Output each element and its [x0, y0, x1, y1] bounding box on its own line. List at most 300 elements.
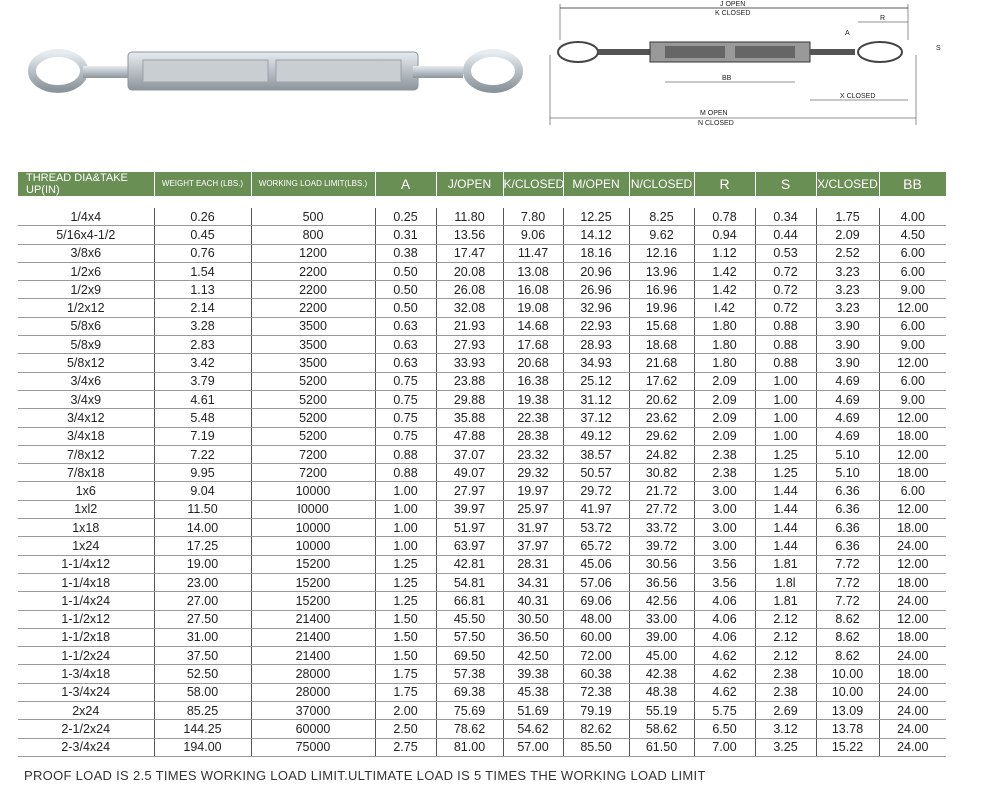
table-cell: 1-1/4x18	[18, 573, 154, 591]
table-cell: 3/4x9	[18, 390, 154, 408]
table-cell: 3.00	[694, 519, 755, 537]
table-row	[18, 573, 946, 591]
table-cell: 1.25	[375, 573, 436, 591]
header-row	[18, 172, 946, 196]
table-cell: 32.08	[436, 299, 503, 317]
table-cell: 7.19	[154, 427, 251, 445]
table-row	[18, 226, 946, 244]
table-cell: 63.97	[436, 537, 503, 555]
table-cell: 3.23	[816, 281, 879, 299]
table-row	[18, 445, 946, 463]
table-cell: 3.56	[694, 573, 755, 591]
table-cell: 1-1/2x12	[18, 610, 154, 628]
turnbuckle-photo	[28, 26, 528, 116]
table-cell: 33.00	[629, 610, 694, 628]
table-row	[18, 647, 946, 665]
table-cell: I.42	[694, 299, 755, 317]
table-cell: 2.69	[755, 702, 816, 720]
header-thread-dia: THREAD DIA&TAKE UP(IN)	[18, 172, 154, 196]
table-cell: 4.69	[816, 372, 879, 390]
table-cell: 1.50	[375, 647, 436, 665]
table-cell: 2.38	[755, 665, 816, 683]
table-cell: 39.38	[503, 665, 563, 683]
s-label: S	[936, 45, 941, 52]
table-cell: 58.62	[629, 720, 694, 738]
table-cell: 5200	[251, 372, 375, 390]
table-cell: 0.31	[375, 226, 436, 244]
table-cell: 12.00	[879, 610, 946, 628]
table-cell: 26.08	[436, 281, 503, 299]
table-cell: 65.72	[563, 537, 629, 555]
table-cell: 3.42	[154, 354, 251, 372]
table-cell: 49.12	[563, 427, 629, 445]
table-cell: 54.81	[436, 573, 503, 591]
table-cell: 55.19	[629, 702, 694, 720]
table-cell: 17.25	[154, 537, 251, 555]
table-cell: 1.00	[755, 409, 816, 427]
table-cell: 36.56	[629, 573, 694, 591]
table-cell: 0.94	[694, 226, 755, 244]
table-cell: 0.72	[755, 299, 816, 317]
table-cell: 1.44	[755, 500, 816, 518]
table-cell: 4.69	[816, 390, 879, 408]
table-cell: 0.88	[375, 445, 436, 463]
table-cell: I0000	[251, 500, 375, 518]
table-cell: 0.25	[375, 208, 436, 226]
table-cell: 37.50	[154, 647, 251, 665]
table-cell: 0.88	[755, 336, 816, 354]
table-cell: 15200	[251, 555, 375, 573]
table-cell: 1.44	[755, 482, 816, 500]
table-cell: 8.62	[816, 610, 879, 628]
table-cell: 2200	[251, 262, 375, 280]
table-cell: 52.50	[154, 665, 251, 683]
table-cell: 0.50	[375, 281, 436, 299]
table-cell: 1.75	[816, 208, 879, 226]
table-cell: 24.00	[879, 647, 946, 665]
table-cell: 79.19	[563, 702, 629, 720]
table-cell: 15.68	[629, 317, 694, 335]
header-n-closed: N/CLOSED	[629, 172, 694, 196]
table-cell: 1x6	[18, 482, 154, 500]
table-cell: 2-3/4x24	[18, 738, 154, 756]
table-cell: 33.72	[629, 519, 694, 537]
table-cell: 82.62	[563, 720, 629, 738]
table-cell: 1/2x6	[18, 262, 154, 280]
table-cell: 20.96	[563, 262, 629, 280]
table-cell: 57.00	[503, 738, 563, 756]
table-cell: 51.97	[436, 519, 503, 537]
table-cell: 0.44	[755, 226, 816, 244]
k-closed-label: K CLOSED	[715, 10, 751, 17]
table-cell: 24.00	[879, 683, 946, 701]
header-x-closed: X/CLOSED	[816, 172, 879, 196]
table-cell: 19.38	[503, 390, 563, 408]
table-row	[18, 628, 946, 646]
table-row	[18, 409, 946, 427]
table-cell: 28.93	[563, 336, 629, 354]
table-cell: 1.00	[755, 372, 816, 390]
table-cell: 8.62	[816, 628, 879, 646]
table-cell: 0.72	[755, 262, 816, 280]
table-cell: 27.93	[436, 336, 503, 354]
table-row	[18, 372, 946, 390]
table-cell: 9.00	[879, 336, 946, 354]
table-cell: 1-1/4x12	[18, 555, 154, 573]
table-cell: 1.25	[375, 592, 436, 610]
table-cell: 3.90	[816, 336, 879, 354]
table-cell: 18.16	[563, 244, 629, 262]
a-label: A	[845, 30, 850, 37]
table-cell: 7/8x18	[18, 464, 154, 482]
table-cell: 4.50	[879, 226, 946, 244]
table-cell: 24.00	[879, 592, 946, 610]
table-cell: 85.25	[154, 702, 251, 720]
table-cell: 10.00	[816, 665, 879, 683]
dimension-diagram	[540, 0, 960, 130]
table-cell: 33.93	[436, 354, 503, 372]
table-cell: 1-3/4x24	[18, 683, 154, 701]
header-m-open: M/OPEN	[563, 172, 629, 196]
table-cell: 21400	[251, 647, 375, 665]
table-cell: 12.00	[879, 354, 946, 372]
table-cell: 1.00	[755, 390, 816, 408]
n-closed-label: N CLOSED	[698, 120, 734, 127]
table-cell: 1.12	[694, 244, 755, 262]
table-cell: 54.62	[503, 720, 563, 738]
table-cell: 3.00	[694, 482, 755, 500]
table-cell: 37.97	[503, 537, 563, 555]
table-cell: 16.08	[503, 281, 563, 299]
table-cell: 22.93	[563, 317, 629, 335]
table-cell: 12.00	[879, 299, 946, 317]
table-cell: 3/4x12	[18, 409, 154, 427]
table-cell: 1x18	[18, 519, 154, 537]
table-cell: 28000	[251, 665, 375, 683]
table-cell: 20.68	[503, 354, 563, 372]
table-cell: 20.62	[629, 390, 694, 408]
table-cell: 23.32	[503, 445, 563, 463]
table-cell: 2.38	[694, 445, 755, 463]
table-cell: 7.00	[694, 738, 755, 756]
table-cell: 5200	[251, 409, 375, 427]
table-cell: 0.88	[755, 354, 816, 372]
table-cell: 60000	[251, 720, 375, 738]
table-cell: 18.00	[879, 464, 946, 482]
table-row	[18, 262, 946, 280]
table-cell: 32.96	[563, 299, 629, 317]
table-cell: 6.00	[879, 244, 946, 262]
table-row	[18, 500, 946, 518]
table-cell: 7.72	[816, 573, 879, 591]
table-cell: 4.61	[154, 390, 251, 408]
table-cell: 3.00	[694, 537, 755, 555]
table-cell: 1.25	[755, 445, 816, 463]
table-cell: 4.69	[816, 427, 879, 445]
table-cell: 57.50	[436, 628, 503, 646]
table-row	[18, 683, 946, 701]
table-cell: 6.36	[816, 500, 879, 518]
table-cell: 1.81	[755, 592, 816, 610]
table-cell: 13.96	[629, 262, 694, 280]
table-cell: 24.00	[879, 537, 946, 555]
table-cell: 19.08	[503, 299, 563, 317]
table-cell: 69.06	[563, 592, 629, 610]
table-cell: 3.28	[154, 317, 251, 335]
table-cell: 25.97	[503, 500, 563, 518]
table-cell: 5.48	[154, 409, 251, 427]
table-cell: 4.00	[879, 208, 946, 226]
table-cell: 1.80	[694, 336, 755, 354]
table-cell: 2.00	[375, 702, 436, 720]
table-cell: 29.32	[503, 464, 563, 482]
table-cell: 500	[251, 208, 375, 226]
table-cell: 2.52	[816, 244, 879, 262]
table-cell: 18.00	[879, 427, 946, 445]
table-cell: 34.31	[503, 573, 563, 591]
table-cell: 15200	[251, 592, 375, 610]
table-cell: 12.00	[879, 445, 946, 463]
header-k-closed: K/CLOSED	[503, 172, 563, 196]
table-cell: 45.06	[563, 555, 629, 573]
table-cell: 18.00	[879, 665, 946, 683]
table-cell: 40.31	[503, 592, 563, 610]
table-cell: 11.80	[436, 208, 503, 226]
table-cell: 1.50	[375, 628, 436, 646]
table-cell: 13.09	[816, 702, 879, 720]
table-cell: 69.50	[436, 647, 503, 665]
table-cell: 8.62	[816, 647, 879, 665]
table-cell: 3/4x6	[18, 372, 154, 390]
table-cell: 2.12	[755, 610, 816, 628]
table-cell: 6.36	[816, 482, 879, 500]
table-cell: 3.79	[154, 372, 251, 390]
table-cell: 0.38	[375, 244, 436, 262]
table-row	[18, 244, 946, 262]
table-cell: 45.38	[503, 683, 563, 701]
table-cell: 72.00	[563, 647, 629, 665]
table-cell: 2.38	[694, 464, 755, 482]
table-cell: 13.78	[816, 720, 879, 738]
table-cell: 1.00	[755, 427, 816, 445]
table-cell: 9.00	[879, 281, 946, 299]
header-r: R	[694, 172, 755, 196]
table-cell: 16.96	[629, 281, 694, 299]
table-row	[18, 592, 946, 610]
table-cell: 30.56	[629, 555, 694, 573]
table-cell: 4.06	[694, 592, 755, 610]
table-row	[18, 702, 946, 720]
table-cell: 1.80	[694, 354, 755, 372]
header-bb: BB	[879, 172, 946, 196]
table-cell: 21400	[251, 610, 375, 628]
table-cell: 1.00	[375, 482, 436, 500]
table-cell: 2.09	[694, 409, 755, 427]
m-open-label: M OPEN	[700, 110, 728, 117]
table-cell: 34.93	[563, 354, 629, 372]
table-cell: 0.88	[375, 464, 436, 482]
table-cell: 3.90	[816, 317, 879, 335]
table-cell: 37.12	[563, 409, 629, 427]
table-cell: 20.08	[436, 262, 503, 280]
table-cell: 12.00	[879, 555, 946, 573]
table-cell: 6.50	[694, 720, 755, 738]
table-cell: 1.42	[694, 281, 755, 299]
table-cell: 7/8x12	[18, 445, 154, 463]
table-cell: 1-1/2x24	[18, 647, 154, 665]
table-cell: 4.62	[694, 665, 755, 683]
table-cell: 23.88	[436, 372, 503, 390]
table-cell: 24.00	[879, 720, 946, 738]
table-cell: 3.00	[694, 500, 755, 518]
table-cell: 45.50	[436, 610, 503, 628]
table-cell: 3.23	[816, 299, 879, 317]
table-cell: 2x24	[18, 702, 154, 720]
table-cell: 2.14	[154, 299, 251, 317]
table-cell: 0.50	[375, 262, 436, 280]
table-cell: 3.12	[755, 720, 816, 738]
table-cell: 18.00	[879, 628, 946, 646]
table-cell: 27.50	[154, 610, 251, 628]
table-cell: 14.12	[563, 226, 629, 244]
table-cell: 41.97	[563, 500, 629, 518]
table-cell: 5.75	[694, 702, 755, 720]
table-cell: 15.22	[816, 738, 879, 756]
table-cell: 3.56	[694, 555, 755, 573]
table-cell: 1.80	[694, 317, 755, 335]
table-cell: 21.72	[629, 482, 694, 500]
header-s: S	[755, 172, 816, 196]
table-cell: 85.50	[563, 738, 629, 756]
table-cell: 8.25	[629, 208, 694, 226]
table-cell: 29.88	[436, 390, 503, 408]
table-cell: 0.45	[154, 226, 251, 244]
table-cell: 2200	[251, 281, 375, 299]
table-row	[18, 354, 946, 372]
table-cell: 1200	[251, 244, 375, 262]
table-cell: 75000	[251, 738, 375, 756]
table-cell: 36.50	[503, 628, 563, 646]
table-cell: 1.25	[375, 555, 436, 573]
table-cell: 7200	[251, 445, 375, 463]
table-cell: 42.81	[436, 555, 503, 573]
table-cell: 14.68	[503, 317, 563, 335]
table-cell: 35.88	[436, 409, 503, 427]
table-cell: 17.62	[629, 372, 694, 390]
table-cell: 27.72	[629, 500, 694, 518]
table-cell: 30.50	[503, 610, 563, 628]
table-cell: 31.00	[154, 628, 251, 646]
table-cell: 23.00	[154, 573, 251, 591]
table-cell: 5/8x9	[18, 336, 154, 354]
r-label: R	[880, 15, 886, 22]
table-cell: 2.12	[755, 647, 816, 665]
table-cell: 24.00	[879, 702, 946, 720]
table-cell: 48.38	[629, 683, 694, 701]
table-cell: 39.72	[629, 537, 694, 555]
table-cell: 3500	[251, 317, 375, 335]
table-cell: 1/2x12	[18, 299, 154, 317]
table-cell: 2.38	[755, 683, 816, 701]
table-cell: 3500	[251, 336, 375, 354]
table-cell: 19.96	[629, 299, 694, 317]
table-cell: 0.75	[375, 427, 436, 445]
table-cell: 800	[251, 226, 375, 244]
table-cell: 13.56	[436, 226, 503, 244]
table-cell: 12.00	[879, 500, 946, 518]
table-cell: 4.62	[694, 647, 755, 665]
table-cell: 4.06	[694, 610, 755, 628]
table-cell: 29.62	[629, 427, 694, 445]
table-cell: 1xl2	[18, 500, 154, 518]
table-cell: 28.31	[503, 555, 563, 573]
table-cell: 7.72	[816, 555, 879, 573]
table-cell: 5200	[251, 427, 375, 445]
spacer-row	[18, 196, 946, 208]
table-cell: 47.88	[436, 427, 503, 445]
table-cell: 9.04	[154, 482, 251, 500]
table-cell: 2.09	[694, 427, 755, 445]
table-cell: 21.68	[629, 354, 694, 372]
table-cell: 9.06	[503, 226, 563, 244]
table-cell: 5200	[251, 390, 375, 408]
table-cell: 4.06	[694, 628, 755, 646]
table-cell: 9.00	[879, 390, 946, 408]
table-cell: 1.54	[154, 262, 251, 280]
table-cell: 1.44	[755, 519, 816, 537]
table-row	[18, 317, 946, 335]
table-cell: 11.47	[503, 244, 563, 262]
table-cell: 7.72	[816, 592, 879, 610]
table-cell: 81.00	[436, 738, 503, 756]
table-cell: 3.25	[755, 738, 816, 756]
table-row	[18, 610, 946, 628]
table-row	[18, 464, 946, 482]
table-cell: 26.96	[563, 281, 629, 299]
table-cell: 60.00	[563, 628, 629, 646]
table-cell: 61.50	[629, 738, 694, 756]
table-cell: 1.75	[375, 683, 436, 701]
table-cell: 18.00	[879, 573, 946, 591]
table-cell: 14.00	[154, 519, 251, 537]
table-cell: 1-1/4x24	[18, 592, 154, 610]
table-cell: 0.75	[375, 409, 436, 427]
table-cell: 18.68	[629, 336, 694, 354]
x-closed-label: X CLOSED	[840, 93, 876, 100]
table-cell: 0.75	[375, 390, 436, 408]
table-cell: 11.50	[154, 500, 251, 518]
table-cell: 12.25	[563, 208, 629, 226]
table-cell: 22.38	[503, 409, 563, 427]
table-cell: 6.00	[879, 372, 946, 390]
table-row	[18, 537, 946, 555]
spacer-cell	[18, 196, 946, 208]
table-cell: 5/8x12	[18, 354, 154, 372]
table-cell: 72.38	[563, 683, 629, 701]
table-cell: 42.50	[503, 647, 563, 665]
table-cell: 39.00	[629, 628, 694, 646]
table-row	[18, 738, 946, 756]
table-cell: 21400	[251, 628, 375, 646]
table-cell: 194.00	[154, 738, 251, 756]
table-cell: 6.00	[879, 262, 946, 280]
table-cell: 6.36	[816, 519, 879, 537]
table-cell: 19.97	[503, 482, 563, 500]
table-cell: 5/8x6	[18, 317, 154, 335]
table-cell: 1.44	[755, 537, 816, 555]
table-cell: 6.36	[816, 537, 879, 555]
table-cell: 0.75	[375, 372, 436, 390]
